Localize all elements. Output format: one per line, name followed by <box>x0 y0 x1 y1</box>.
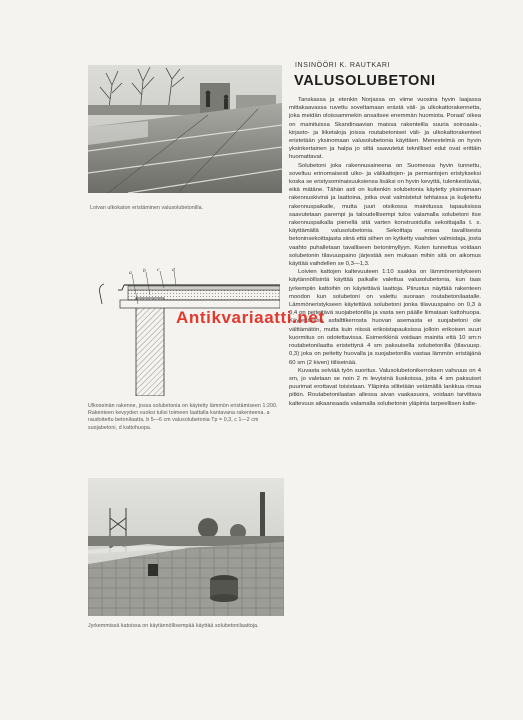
diagram-label-c: c <box>157 268 160 273</box>
paragraph: Kuvasta selviää työn suoritus. Valusolubetonikerroksen vahvuus on 4 sm, jo valetaan se noin 2 m levyisinä liuskoissa, joita 4 sm paksuiset puurimat erottavat toisistaan. Yläpinta silitetään vetämällä lankkua rimaa pitkin. Routabetonilaatan allessa aivan vaakasuora, voidaan tarvittava kaltevuus aikaansaada valamalla solubetonin yläpinta tarpeellisen kalte- <box>289 367 481 407</box>
article-title: VALUSOLUBETONI <box>294 73 436 89</box>
diagram-label-a: a <box>129 270 132 276</box>
diagram-label-d: d <box>172 268 175 273</box>
photo-sloped-roof <box>88 478 284 616</box>
caption-sloped-roof: Jyrkemmissä katoissa on käytännöllisempää käyttää solubetonilaattoja. <box>88 623 259 629</box>
caption-wall-section: Ulkoseinän rakenne, jossa solubetonia on käytetty lämmön eristämiseen 1:200. Rakenteen kevyyden vuoksi tulisi toimeen laattalla kantavana rakenteena. a raudoitettu betonilaatta, b 5—6 cm valusolubetonia Tp = 0,3, c 1—2 cm suojabetoni, d kattohuopa. <box>88 403 278 431</box>
photo-roof-insulation-image <box>88 65 282 193</box>
watermark: Antikvariaatti.net <box>176 308 325 327</box>
paragraph: Solubetoni joka rakennusaineena on Suomessa hyvin tunnettu, soveltuu erinomaisesti ulko- ja välikattojen- ja permantojen eristykseksi koska se eristysominaisuuksiensa lisäksi on hyvin kevyttä, tulenkestävää, eikä mätäne. Tähän asti on kuitenkin solubetonia käytetty yksinomaan rakennuskivinä ja laattoina, jotka ovat valmistetut tehtaissa ja kuljetettu rakennuspaikalle, mutta juuri otsikossa mainitussa tapauksissa saavutetaan parempi ja taloudellisempi tulos valamalla solubetoni itse rakennuspaikalla pienellä sitä varten konstruoidulla sekoittajalla t. s. käyttämällä valusolubetonia. Sekoittaja eroaa tavallisesta betoninsekoittajasta siinä että siihen on kytketty vaahden valmistaja, josta vaahto puhalletaan tavalliseen betonimyllyyn. Kuten tunnettua voidaan solubetonin tilavuuspaino järjestää sen mukaan mihin sitä on aikomus käyttää vaihdellen se 0,3—1,3. <box>289 162 481 268</box>
wall-section-diagram <box>88 268 280 396</box>
diagram-label-b: b <box>143 268 146 274</box>
article-body <box>289 96 481 408</box>
wall-section-drawing <box>88 268 280 396</box>
photo-sloped-roof-image <box>88 478 284 616</box>
paragraph: Loivien kattojen kaltevuuteen 1:10 saakka on lämmöneristykseen käytännöllisintä käyttää paikalle valettua valusolubetonia, kun taas jyrkempiin kattoihin on käytettävä laattoja. Piirustus näyttää rakenteen moodon kun solubetoni on valettu suoraan routabetonilaatalle. Lämmöneristykseen käytettävä solubetoni jonka tilavuuspaino on 0,3 à 0,4 on peitettävä suojabetonilla ja vasta sen päälle liimataan kattohuopa. Käytettäessä asfalttikerrosta huovan asemasta ei suojabetoni ole välttämätön, mutta kuin niissä erikoistapauksissa jolloin erikoisen suuri kuormitus on odotettavissa. Esimerkkinä voidaan mainita että 10 sm:n routabetonilaatta eristettynä 4 sm paksuisella solubetonilla (tilavuusp. 0,3) joka on peitetty huovalla ja suojabetonilla vastaa lämmön eristäjänä 60 sm (2 kiven) tiiliseinää. <box>289 269 481 366</box>
article-author: INSINÖÖRI K. RAUTKARI <box>295 62 391 69</box>
paragraph: Tanskassa ja etenkin Norjassa on viime vuosina hyvin laajassa mittakaavassa ruvettu soveltamaan erästä väli- ja ulkokattorakennetta, joka meidän oloissammekin ansaitsee enemmän huomiota. Poraat' oikea on mainituissa Skandinaavian maissa rakenteilla suuria soiroaala-, kirjasto- ja liiketaloja joissa routabetoniset väli- ja ulkokattorakenteet eristetään yksinomaan valusolubetonia käyttäen. Menestelmä on hyvin yksinkertainen ja halpa jo siltä saavutetut teknilliset edut ovat erittäin huomattavat. <box>289 97 481 161</box>
photo-roof-insulation <box>88 65 282 193</box>
caption-roof-photo: Loivan ulkokaton eristäminen valusolubetonilla. <box>90 205 204 211</box>
